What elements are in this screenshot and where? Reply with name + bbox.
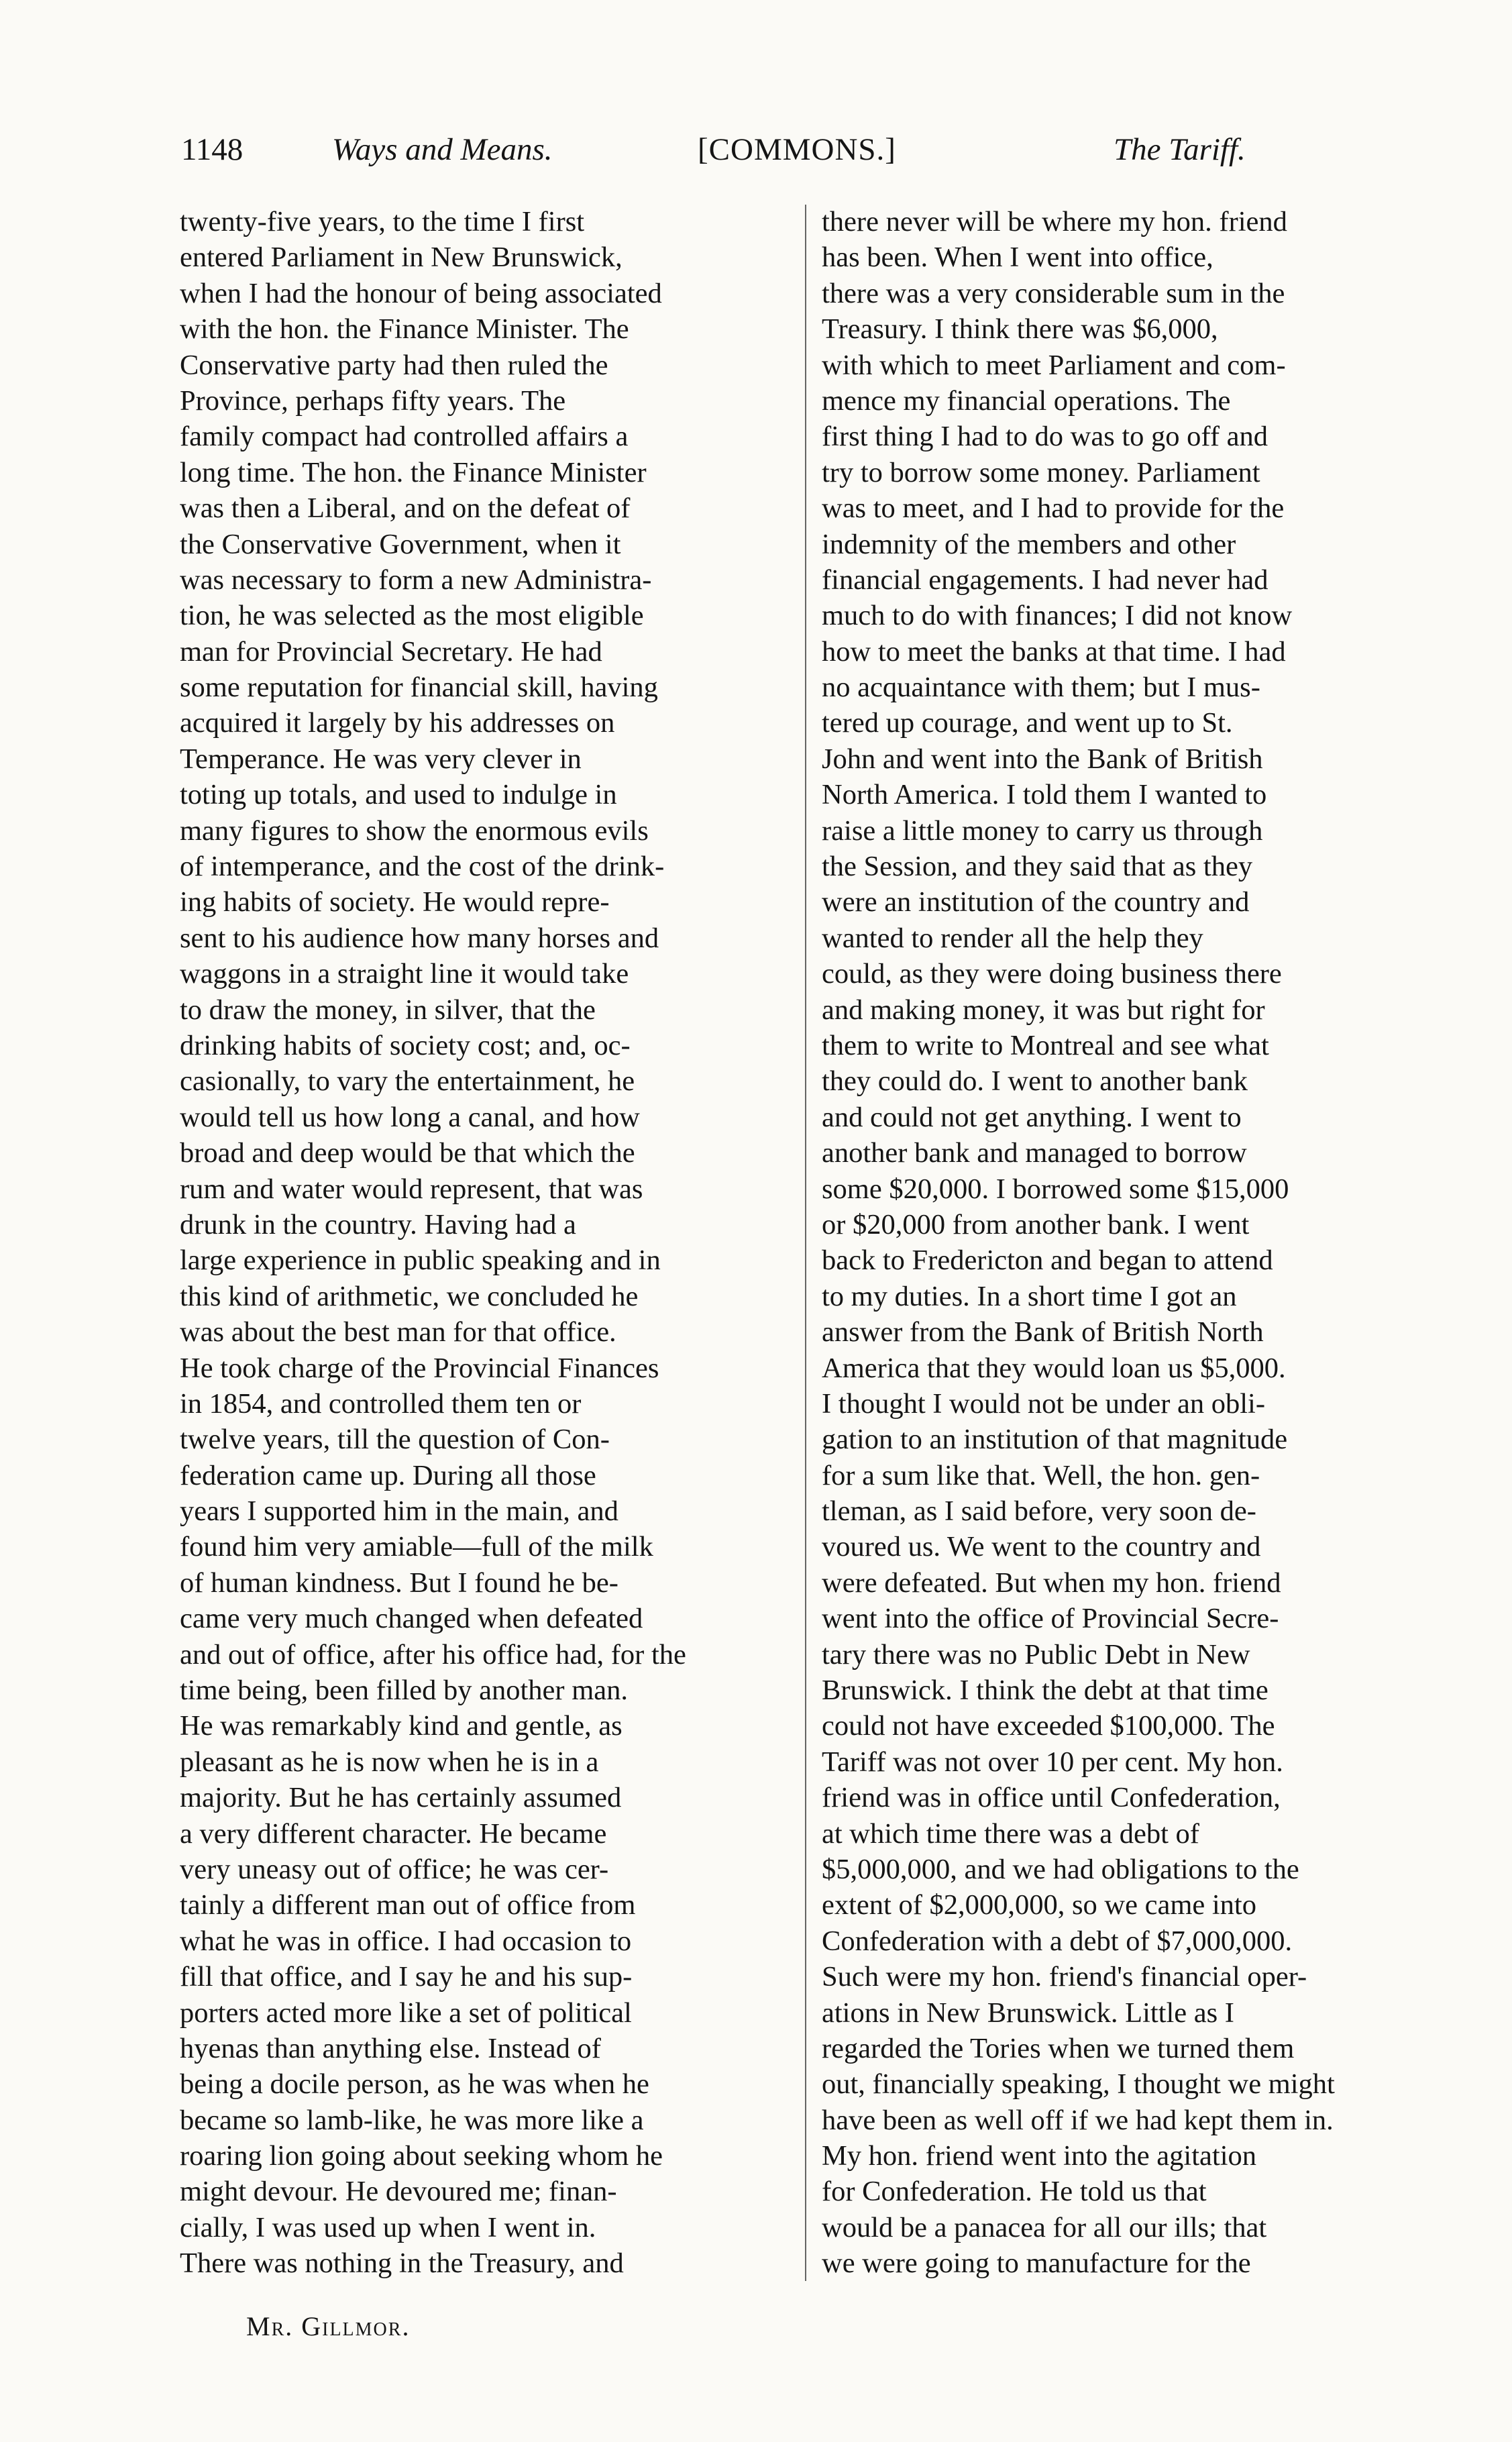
text-line: we were going to manufacture for the xyxy=(822,2247,1251,2280)
text-line: this kind of arithmetic, we concluded he xyxy=(180,1280,639,1312)
text-line: the Conservative Government, when it xyxy=(180,528,621,560)
text-line: My hon. friend went into the agitation xyxy=(822,2140,1257,2172)
text-line: was about the best man for that office. xyxy=(180,1316,616,1348)
text-line: what he was in office. I had occasion to xyxy=(180,1925,632,1957)
text-line: John and went into the Bank of British xyxy=(822,743,1263,775)
text-line: wanted to render all the help they xyxy=(822,922,1203,954)
text-line: friend was in office until Confederation, xyxy=(822,1782,1281,1814)
column-divider xyxy=(805,205,806,2281)
text-line: Tariff was not over 10 per cent. My hon. xyxy=(822,1746,1283,1778)
text-line: came very much changed when defeated xyxy=(180,1603,643,1635)
text-line: family compact had controlled affairs a xyxy=(180,421,629,453)
text-line: them to write to Montreal and see what xyxy=(822,1029,1269,1061)
text-line: being a docile person, as he was when he xyxy=(180,2068,649,2101)
text-line: majority. But he has certainly assumed xyxy=(180,1782,622,1814)
text-line: Treasury. I think there was $6,000, xyxy=(822,313,1218,346)
text-line: for Confederation. He told us that xyxy=(822,2176,1207,2208)
text-line: toting up totals, and used to indulge in xyxy=(180,779,617,811)
text-line: could not have exceeded $100,000. The xyxy=(822,1710,1275,1742)
text-line: have been as well off if we had kept them in. xyxy=(822,2104,1334,2136)
text-line: Temperance. He was very clever in xyxy=(180,743,582,775)
text-line: there never will be where my hon. friend xyxy=(822,206,1287,237)
text-line: tainly a different man out of office from xyxy=(180,1889,636,1921)
text-line: was necessary to form a new Administra- xyxy=(180,564,652,596)
text-line: voured us. We went to the country and xyxy=(822,1531,1261,1563)
text-line: drinking habits of society cost; and, oc- xyxy=(180,1029,631,1061)
text-line: porters acted more like a set of political xyxy=(180,1997,632,2029)
page-header xyxy=(181,126,1295,173)
text-line: entered Parliament in New Brunswick, xyxy=(180,242,623,274)
text-line: went into the office of Provincial Secre- xyxy=(822,1603,1279,1635)
text-line: broad and deep would be that which the xyxy=(180,1137,635,1169)
text-line: ations in New Brunswick. Little as I xyxy=(822,1997,1234,2029)
text-line: was then a Liberal, and on the defeat of xyxy=(180,492,631,525)
text-line: much to do with finances; I did not know xyxy=(822,600,1293,632)
running-left-heading: Ways and Means. xyxy=(332,132,553,167)
text-line: drunk in the country. Having had a xyxy=(180,1208,576,1240)
text-line: raise a little money to carry us through xyxy=(822,814,1263,847)
text-line: hyenas than anything else. Instead of xyxy=(180,2032,601,2064)
text-line: large experience in public speaking and in xyxy=(180,1244,661,1277)
text-line: indemnity of the members and other xyxy=(822,528,1236,560)
text-line: ing habits of society. He would repre- xyxy=(180,886,610,918)
text-line: out, financially speaking, I thought we might xyxy=(822,2068,1335,2101)
text-line: with which to meet Parliament and com- xyxy=(822,349,1286,381)
text-line: tary there was no Public Debt in New xyxy=(822,1638,1250,1670)
text-line: long time. The hon. the Finance Minister xyxy=(180,456,647,488)
page-number: 1148 xyxy=(181,132,244,167)
text-line: could, as they were doing business there xyxy=(822,958,1282,990)
text-line: found him very amiable—full of the milk xyxy=(180,1531,653,1563)
text-line: or $20,000 from another bank. I went xyxy=(822,1208,1250,1240)
text-line: regarded the Tories when we turned them xyxy=(822,2032,1295,2064)
text-line: man for Provincial Secretary. He had xyxy=(180,635,602,668)
text-line: twenty-five years, to the time I first xyxy=(180,206,585,237)
text-line: and making money, it was but right for xyxy=(822,994,1265,1026)
text-line: a very different character. He became xyxy=(180,1817,607,1850)
text-line: was to meet, and I had to provide for the xyxy=(822,492,1285,525)
text-line: tion, he was selected as the most eligible xyxy=(180,600,644,632)
text-line: in 1854, and controlled them ten or xyxy=(180,1387,582,1420)
text-line: I thought I would not be under an obli- xyxy=(822,1387,1265,1420)
text-line: there was a very considerable sum in the xyxy=(822,277,1285,309)
text-line: for a sum like that. Well, the hon. gen- xyxy=(822,1459,1260,1491)
text-line: to my duties. In a short time I got an xyxy=(822,1280,1237,1312)
text-line: extent of $2,000,000, so we came into xyxy=(822,1889,1256,1921)
text-line: they could do. I went to another bank xyxy=(822,1065,1248,1098)
text-line: Brunswick. I think the debt at that time xyxy=(822,1675,1268,1707)
house-heading: [COMMONS.] xyxy=(698,132,896,167)
text-line: federation came up. During all those xyxy=(180,1459,596,1491)
text-line: He was remarkably kind and gentle, as xyxy=(180,1710,623,1742)
text-line: some $20,000. I borrowed some $15,000 xyxy=(822,1173,1289,1205)
text-line: America that they would loan us $5,000. xyxy=(822,1352,1286,1384)
text-line: fill that office, and I say he and his sup- xyxy=(180,1961,633,1993)
text-line: There was nothing in the Treasury, and xyxy=(180,2247,624,2280)
text-line: of human kindness. But I found he be- xyxy=(180,1567,618,1599)
text-line: very uneasy out of office; he was cer- xyxy=(180,1853,609,1885)
text-line: Conservative party had then ruled the xyxy=(180,349,608,381)
text-line: waggons in a straight line it would take xyxy=(180,958,629,990)
text-line: roaring lion going about seeking whom he xyxy=(180,2140,663,2172)
text-line: Province, perhaps fifty years. The xyxy=(180,384,566,417)
text-line: rum and water would represent, that was xyxy=(180,1173,643,1205)
text-line: pleasant as he is now when he is in a xyxy=(180,1746,599,1778)
text-line: Such were my hon. friend's financial oper- xyxy=(822,1961,1307,1993)
text-line: another bank and managed to borrow xyxy=(822,1137,1247,1169)
text-line: gation to an institution of that magnitude xyxy=(822,1424,1288,1456)
text-line: back to Fredericton and began to attend xyxy=(822,1244,1273,1277)
text-line: try to borrow some money. Parliament xyxy=(822,456,1260,488)
text-line: casionally, to vary the entertainment, he xyxy=(180,1065,635,1098)
text-line: many figures to show the enormous evils xyxy=(180,814,649,847)
text-line: financial engagements. I had never had xyxy=(822,564,1268,596)
text-line: tered up courage, and went up to St. xyxy=(822,707,1233,739)
running-right-heading: The Tariff. xyxy=(1114,132,1246,167)
text-line: some reputation for financial skill, having xyxy=(180,672,658,704)
text-line: might devour. He devoured me; finan- xyxy=(180,2176,617,2208)
text-line: were defeated. But when my hon. friend xyxy=(822,1567,1281,1599)
text-line: at which time there was a debt of xyxy=(822,1817,1199,1850)
text-line: twelve years, till the question of Con- xyxy=(180,1424,610,1456)
text-line: tleman, as I said before, very soon de- xyxy=(822,1495,1256,1528)
left-text-column xyxy=(180,204,795,2282)
right-text-column xyxy=(822,204,1437,2282)
text-line: of intemperance, and the cost of the drink- xyxy=(180,851,665,883)
text-line: when I had the honour of being associated xyxy=(180,277,662,309)
text-line: years I supported him in the main, and xyxy=(180,1495,618,1528)
text-line: He took charge of the Provincial Finances xyxy=(180,1352,659,1384)
text-line: cially, I was used up when I went in. xyxy=(180,2211,596,2243)
text-line: with the hon. the Finance Minister. The xyxy=(180,313,629,346)
text-line: time being, been filled by another man. xyxy=(180,1675,628,1707)
text-line: to draw the money, in silver, that the xyxy=(180,994,596,1026)
text-line: answer from the Bank of British North xyxy=(822,1316,1264,1348)
text-line: would tell us how long a canal, and how xyxy=(180,1101,640,1133)
text-line: has been. When I went into office, xyxy=(822,242,1213,274)
speaker-name: Mr. Gillmor. xyxy=(246,2311,411,2341)
text-line: would be a panacea for all our ills; that xyxy=(822,2211,1267,2243)
text-line: mence my financial operations. The xyxy=(822,384,1231,417)
text-line: North America. I told them I wanted to xyxy=(822,779,1267,811)
text-line: acquired it largely by his addresses on xyxy=(180,707,615,739)
text-line: first thing I had to do was to go off and xyxy=(822,421,1268,453)
text-line: and could not get anything. I went to xyxy=(822,1101,1242,1133)
text-line: no acquaintance with them; but I mus- xyxy=(822,672,1260,704)
text-line: $5,000,000, and we had obligations to the xyxy=(822,1853,1299,1885)
text-line: and out of office, after his office had, for the xyxy=(180,1638,686,1670)
text-line: how to meet the banks at that time. I had xyxy=(822,635,1286,668)
text-line: sent to his audience how many horses and xyxy=(180,922,659,954)
text-line: the Session, and they said that as they xyxy=(822,851,1253,883)
text-line: became so lamb-like, he was more like a xyxy=(180,2104,644,2136)
text-line: Confederation with a debt of $7,000,000. xyxy=(822,1925,1293,1957)
text-line: were an institution of the country and xyxy=(822,886,1250,918)
